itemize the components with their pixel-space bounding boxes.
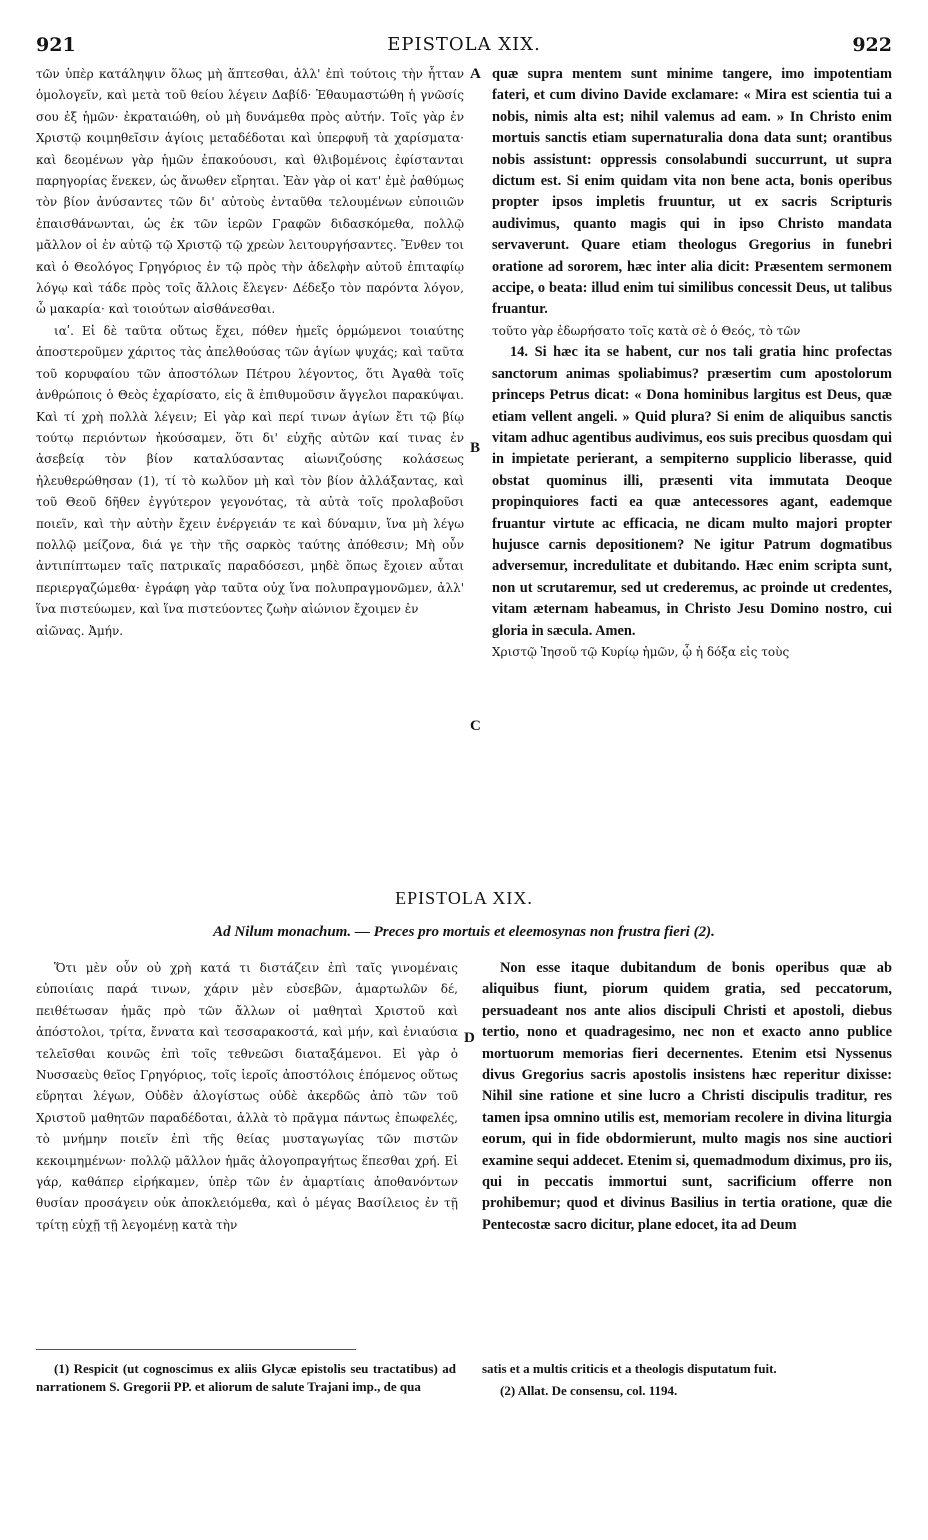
running-title: EPISTOLA XIX. [387, 34, 541, 55]
section-title: EPISTOLA XIX. [395, 888, 533, 908]
right-page-number: 922 [852, 34, 892, 56]
margin-marker-b: B [470, 440, 481, 456]
footnote-right [482, 1360, 892, 1400]
lower-latin-column [482, 958, 892, 1236]
footnote-2: (2) Allat. De consensu, col. 1194. [500, 1383, 678, 1398]
footnote-left [36, 1360, 456, 1396]
margin-marker-a: A [470, 66, 481, 82]
lower-latin-paragraph: Non esse itaque dubitandum de bonis operibus quæ ab aliquibus fiunt, piorum quidem gratia, sed peccatorum, persuadeant nos ante alios discipuli Christi et apostoli, diebus tertio, nono et quadragesimo, nec non et exacto anno publice mortuorum memorias fieri decernentes. Etenim etsi Nyssenus divus Gregorius sacris apostolis insistens hæc reperitur dixisse: Nihil sine ratione et sine lucro a Christi discipulis traditur, res tamen ipsa omnino utilis est, memoriam recolere in divina liturgia eorum, qui in fide obdormierunt, multo magis nos sine auctiori examine sequi addecet. Etenim si, quemadmodum diximus, pro iis, qui in peccatis immortui sunt, sacrificium offerre non prohibemur; quod et divinus Basilius in tertia oratione, quæ die Pentecostæ sacro dicitur, plane edocet, ita ad Deum [482, 960, 892, 1233]
margin-marker-c: C [470, 718, 481, 734]
latin-paragraph-1: quæ supra mentem sunt minime tangere, imo impotentiam fateri, et cum divino Davide exclamare: « Mira est scientia tui a nobis, nimis alta est; nihil valemus ad eam. » In Christo enim mortuis sanctis etiam supernaturalia dona data sunt; orantibus nobis assistunt: oppressis consolabundi succurrunt, ut supra dictum est. Si enim quidam vita non bene acta, bonis operibus propter ipsos impletis fruuntur, ut ex sacris Scripturis audivimus, quanto magis qui in ipso Christo mandata servaverunt. Quare etiam theologus Gregorius in funebri oratione ad sororem, hæc inter alia dicit: Præsentem sermonem accipe, o beata: illud enim tui similibus concessit Deus, ut talibus fruantur. [492, 66, 892, 318]
left-page-number: 921 [36, 34, 76, 56]
section-subtitle: Ad Nilum monachum. — Preces pro mortuis et eleemosynas non frustra fieri (2). [213, 924, 715, 940]
greek-paragraph-1: τῶν ὑπὲρ κατάληψιν ὅλως μὴ ἅπτεσθαι, ἀλλ' ἐπὶ τούτοις τὴν ἧτταν ὁμολογεῖν, καὶ μετὰ τοῦ θείου λέγειν Δαβίδ· Ἐθαυμαστώθη ἡ γνῶσίς σου ἐξ ἡμῶν· ἐκραταιώθη, οὐ μὴ δυνάμεθα πρὸς αὐτήν. Τοῖς γὰρ ἐν Χριστῷ κοιμηθεῖσιν ἁγίοις μεταδέδοται καὶ ὑπερφυῆ τὰ χαρίσματα· καὶ δεομένων γὰρ ἡμῶν ἐπακούουσι, καὶ θλιβομένοις ἐφίστανται παρηγορίας ἕνεκεν, ὡς ἄνωθεν εἴρηται. Ἐὰν γὰρ οἱ κατ' ἐμὲ ῥαθύμως τὸν βίον ἀνύσαντες τῶν δι' αὐτοὺς ἐνταῦθα τελουμένων εὐποιιῶν ἐπαισθάνωνται, ὡς ἐκ τῶν ἱερῶν Γραφῶν διδασκόμεθα, πολλῷ μᾶλλον οἱ ἐν αὐτῷ τῷ Χριστῷ τῷ χρεὼν λειτουργήσαντες. Ἔνθεν τοι καὶ ὁ Θεολόγος Γρηγόριος ἐν τῷ πρὸς τὴν ἀδελφὴν αὐτοῦ ἐπιταφίῳ λόγῳ καὶ τάδε πρὸς τοῖς ἄλλοις ἔλεγεν· Δέδεξο τὸν παρόντα λόγον, ὦ μακαρία· καὶ τοιούτων αἰσθάνεσθαι. [36, 67, 464, 317]
latin-greek-inline-2: Χριστῷ Ἰησοῦ τῷ Κυρίῳ ἡμῶν, ᾧ ἡ δόξα εἰς τοὺς [492, 644, 790, 659]
greek-paragraph-2: ιαʹ. Εἰ δὲ ταῦτα οὕτως ἔχει, πόθεν ἡμεῖς ὁρμώμενοι τοιαύτης ἀποστεροῦμεν χάριτος τὰς ἀπελθούσας τῶν ἁγίων ψυχάς; καὶ ταῦτα τοῦ κορυφαίου τῶν ἀποστόλων Πέτρου λέγοντος, ὅτι Ἀγαθὰ τοῖς ἀνθρώποις ὁ Θεὸς ἐχαρίσατο, εἰς ἃ ἐπιθυμοῦσιν ἄγγελοι παρακύψαι. Καὶ τί χρὴ πολλὰ λέγειν; Εἰ γὰρ καὶ περί τινων ἁγίων ἔτι τῷ βίῳ τούτῳ περιόντων ἠκούσαμεν, ὅτι δι' εὐχῆς αὐτῶν καί τινας ἐν ἀσεβείᾳ τὸν βίον καταλύσαντας αἰωνιζούσης κολάσεως ἠλευθερώθησαν (1), τί τὸ κωλῦον μὴ καὶ τὸν βίον ἀλλάξαντας, καὶ τοῦ Θεοῦ δῆθεν ἐγγύτερον γεγονότας, τὰ αὐτὰ τοῖς προλαβοῦσι ποιεῖν, καὶ τὴν αὐτὴν ἔχειν ἐνέργειάν τε καὶ δύναμιν, ἵνα μὴ λέγω πολλῷ μείζονα, διά γε τὴν τῆς σαρκὸς ταύτης ἀπόθεσιν; Μὴ οὖν ἀντιπίπτωμεν ταῖς πατρικαῖς παραδόσεσι, μηδὲ ὅπως ἔχοιεν αὗται περιεργαζώμεθα· ἐγράφη γὰρ ταῦτα οὐχ ἵνα πολυπραγμονῶμεν, ἀλλ' ἵνα πιστεύωμεν, καὶ ἵνα πιστεύοντες ζωὴν αἰώνιον ἔχοιμεν ἐν [36, 323, 464, 617]
lower-greek-column [36, 958, 458, 1236]
running-head [0, 34, 928, 64]
lower-greek-paragraph: Ὅτι μὲν οὖν οὐ χρὴ κατά τι διστάζειν ἐπὶ ταῖς γινομέναις εὐποιίαις παρά τινων, χάριν μὲν εὐσεβῶν, ἁμαρτωλῶν δέ, πειθέτωσαν ἡμᾶς πρὸ τῶν ἄλλων οἱ μαθηταὶ Χριστοῦ καὶ ἀπόστολοι, τρίτα, ἔννατα καὶ τεσσαρακοστά, καὶ μήν, καὶ ἐνιαύσια τελεῖσθαι κοινῶς ἐπὶ τοῖς τεθνεῶσι διαταξάμενοι. Εἰ γὰρ ὁ Νυσσαεὺς θεῖος Γρηγόριος, τοῖς ἱεροῖς ἀποστόλοις ἑπόμενος οὕτως εὕρηται λέγων, Οὐδὲν ἀλογίστως οὐδὲ ἀκερδῶς ἀπὸ τῶν τοῦ Χριστοῦ μαθητῶν παραδέδοται, ἀλλὰ τὸ πρᾶγμα πάντως ἐπωφελές, τὸ μνήμην ποιεῖν ἐπὶ τῆς θείας μυσταγωγίας τῶν πιστῶν κεκοιμημένων· πολλῷ μᾶλλον ἡμᾶς ἀλογοπραγήτως ἕπεσθαι χρή. Εἰ γάρ, καθάπερ εἰρήκαμεν, ὑπὲρ τῶν ἐν ἁμαρτίαις ἀποθανόντων θυσίαν προσάγειν οὐκ ἀποκλειόμεθα, καὶ ὁ μέγας Βασίλειος ἐν τῇ τρίτῃ εὐχῇ τῇ λεγομένῃ κατὰ τὴν [36, 961, 458, 1232]
greek-closing: αἰῶνας. Ἀμήν. [36, 623, 124, 638]
upper-latin-column [492, 64, 892, 663]
footnote-rule [36, 1349, 356, 1350]
latin-paragraph-2: 14. Si hæc ita se habent, cur nos tali gratia hinc profectas sanctorum animas spoliabimus? præsertim cum apostolorum princeps Petrus dicat: « Dona hominibus largitus est Deus, quæ etiam vellent angeli. » Quid plura? Si enim de aliquibus sanctis vitam adhuc agentibus audivimus, eos suis precibus quosdam qui in impietate perierant, a sempiterno supplicio liberasse, quid obstat quominus illi, præsenti vita immutata Deoque propinquiores facti ea quæ antecessores agant, eademque fruantur virtute ac efficacia, ne dicam multo majori propter hujusce carnis depositionem? Ne igitur Patrum dogmatibus adversemur, incredulitate et dubitando. Hæc enim scripta sunt, non ut scrutaremur, sed ut crederemus, ac proinde ut credentes, vitam æternam habeamus, in Christo Jesu Domino nostro, cui gloria in sæcula. Amen. [492, 344, 892, 639]
upper-greek-column [36, 64, 464, 642]
footnote-1: (1) Respicit (ut cognoscimus ex aliis Glycæ epistolis seu tractatibus) ad narrationem S. Gregorii PP. et aliorum de salute Trajani imp., de qua [36, 1361, 456, 1394]
margin-marker-d: D [464, 1030, 475, 1046]
latin-greek-inline-1: τοῦτο γὰρ ἐδωρήσατο τοῖς κατὰ σὲ ὁ Θεός, τὸ τῶν [492, 323, 801, 338]
footnote-1-continuation: satis et a multis criticis et a theologis disputatum fuit. [482, 1361, 777, 1376]
